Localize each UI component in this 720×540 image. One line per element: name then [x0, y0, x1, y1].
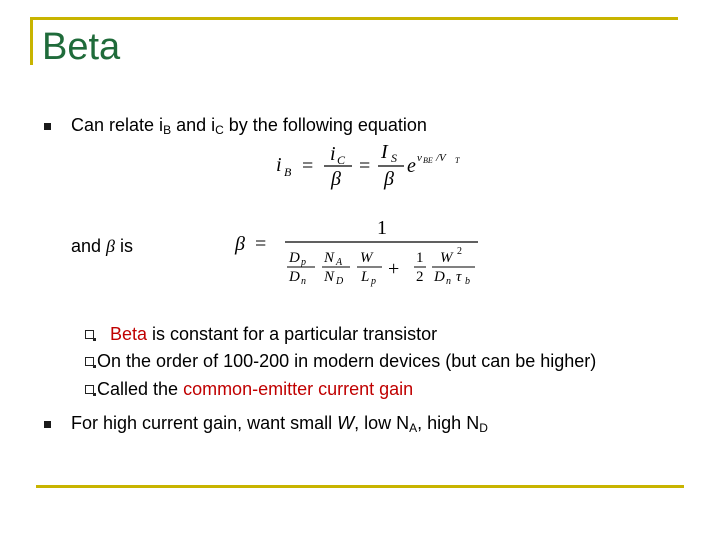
eq-subscript: p: [371, 276, 376, 287]
eq-exponent-subscript: T: [455, 156, 460, 165]
sub-bullet-beta-constant: [110, 323, 437, 345]
beta-is-text: [71, 235, 133, 257]
eq-exponent: /V: [436, 152, 446, 164]
eq-symbol: τ: [456, 269, 462, 285]
eq-subscript: p: [301, 257, 306, 268]
eq-symbol: L: [361, 269, 370, 285]
text-fragment: and: [71, 236, 107, 256]
eq-symbol: i: [330, 143, 336, 165]
beta-symbol: β: [106, 236, 116, 256]
eq-symbol: β: [384, 168, 394, 190]
text-fragment: by the following equation: [223, 115, 427, 135]
slide-title: Beta: [42, 26, 121, 68]
eq-subscript: b: [465, 276, 470, 287]
eq-symbol: D: [289, 250, 300, 266]
sub-bullet-marker: [85, 385, 94, 394]
bullet-marker: [44, 421, 51, 428]
w-symbol: W: [337, 413, 355, 433]
subscript: C: [215, 123, 224, 137]
text-fragment: and i: [171, 115, 216, 135]
left-frame-line: [30, 17, 33, 65]
bullet-marker: [44, 123, 51, 130]
subscript: A: [409, 421, 418, 435]
eq-symbol: N: [324, 269, 335, 285]
sub-bullet-marker: [85, 330, 94, 339]
eq-exponent: v: [417, 152, 422, 164]
text-fragment: For high current gain, want small: [71, 413, 338, 433]
eq-symbol: e: [407, 155, 416, 177]
eq-numerator: 1: [416, 250, 424, 266]
sub-bullet-common-emitter: [97, 378, 413, 400]
text-fragment: , high N: [417, 413, 480, 433]
text-fragment: On the order of 100-200 in modern devices (but can be higher): [97, 351, 597, 371]
equation-ib: [274, 140, 474, 190]
text-fragment: is: [115, 236, 134, 256]
text-fragment: is constant for a particular transistor: [147, 324, 438, 344]
eq-symbol: W: [360, 250, 373, 266]
bullet-high-gain-text: [71, 412, 488, 439]
eq-subscript: A: [336, 257, 343, 268]
subscript: B: [163, 123, 172, 137]
eq-subscript: D: [336, 276, 344, 287]
eq-subscript: C: [337, 153, 346, 167]
eq-symbol: D: [434, 269, 445, 285]
eq-symbol: β: [235, 233, 245, 255]
eq-equals: =: [255, 233, 267, 255]
eq-symbol: D: [289, 269, 300, 285]
eq-equals: =: [359, 155, 371, 177]
sub-bullet-marker: [85, 357, 94, 366]
eq-subscript: S: [391, 151, 397, 165]
eq-exponent-subscript: BE: [423, 156, 433, 165]
highlight-text: common-emitter current gain: [183, 379, 414, 399]
top-frame-line: [30, 17, 678, 20]
eq-plus: +: [388, 258, 400, 280]
eq-numerator: 1: [377, 217, 387, 239]
eq-symbol: i: [276, 154, 282, 176]
sub-bullet-order: [97, 350, 596, 372]
text-fragment: Called the: [97, 379, 184, 399]
eq-subscript: n: [446, 276, 451, 287]
eq-symbol: N: [324, 250, 335, 266]
eq-denominator: 2: [416, 269, 424, 285]
bottom-frame-line: [36, 485, 684, 488]
bullet-relate-text: [71, 114, 427, 141]
eq-symbol: β: [331, 168, 341, 190]
eq-subscript: B: [284, 165, 292, 179]
eq-subscript: n: [301, 276, 306, 287]
eq-symbol: I: [381, 141, 388, 163]
highlight-text: Beta: [110, 324, 148, 344]
subscript: D: [479, 421, 488, 435]
eq-symbol: W: [440, 250, 453, 266]
text-fragment: Can relate i: [71, 115, 164, 135]
text-fragment: , low N: [354, 413, 410, 433]
eq-superscript: 2: [457, 246, 462, 257]
equation-beta: [235, 212, 485, 286]
eq-equals: =: [302, 155, 314, 177]
